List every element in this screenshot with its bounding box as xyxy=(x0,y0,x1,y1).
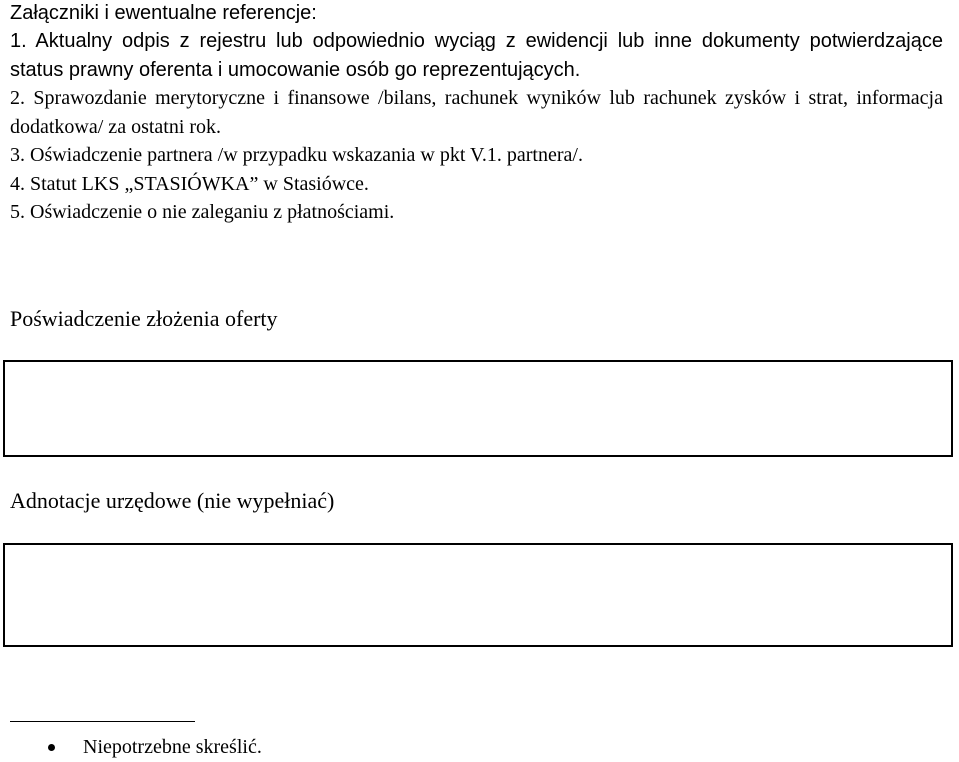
footnote-separator xyxy=(10,721,195,722)
attachments-list xyxy=(10,27,943,227)
official-notes-box[interactable] xyxy=(3,543,953,647)
attachment-item-4: 4. Statut LKS „STASIÓWKA” w Stasiówce. xyxy=(10,172,369,195)
attachment-item-2: 2. Sprawozdanie merytoryczne i finansowe /bilans, rachunek wyników lub rachunek zysków i strat, informacja dodatkowa/ za ostatni rok. xyxy=(10,87,943,138)
bullet-icon xyxy=(48,744,55,751)
submission-confirmation-box[interactable] xyxy=(3,360,953,457)
attachments-heading: Załączniki i ewentualne referencje: xyxy=(10,2,317,24)
attachment-item-1: 1. Aktualny odpis z rejestru lub odpowiednio wyciąg z ewidencji lub inne dokumenty potwierdzające status prawny oferenta i umocowanie osób go reprezentujących. xyxy=(10,30,943,81)
attachment-item-3: 3. Oświadczenie partnera /w przypadku wskazania w pkt V.1. partnera/. xyxy=(10,144,583,166)
footnote xyxy=(48,734,262,760)
submission-confirmation-label: Poświadczenie złożenia oferty xyxy=(10,306,278,331)
official-notes-label: Adnotacje urzędowe (nie wypełniać) xyxy=(10,488,335,513)
footnote-text: Niepotrzebne skreślić. xyxy=(83,736,262,758)
attachment-item-5: 5. Oświadczenie o nie zaleganiu z płatnościami. xyxy=(10,201,395,223)
